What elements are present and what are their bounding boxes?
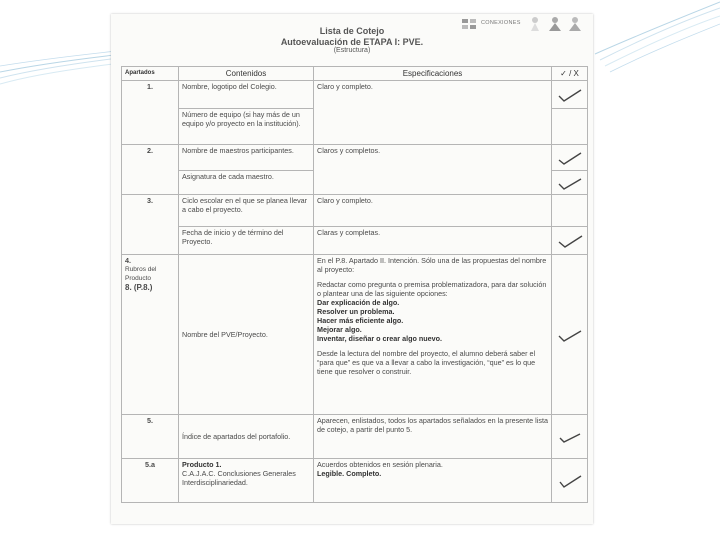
handwritten-check-icon	[556, 87, 584, 103]
row-check	[552, 145, 588, 171]
row-number-subtitle: Rubros del Producto	[125, 266, 157, 282]
document-header	[111, 14, 593, 72]
row-number-block	[122, 255, 179, 415]
row-content: Nombre, logotipo del Colegio.	[179, 81, 314, 109]
table-row	[122, 227, 588, 255]
row-spec: Claro y completo.	[314, 195, 552, 227]
row-number: 4.	[125, 256, 131, 265]
row-spec-block	[314, 255, 552, 415]
row-content: Nombre de maestros participantes.	[179, 145, 314, 171]
row-content: C.A.J.A.C. Conclusiones Generales Interdisciplinariedad.	[182, 469, 296, 487]
row-number: 5.a	[122, 459, 179, 503]
handwritten-check-icon	[556, 150, 584, 166]
row-number: 1.	[122, 81, 179, 145]
document-subtitle: Autoevaluación de ETAPA I: PVE.	[280, 37, 424, 47]
row-spec-2: Legible. Completo.	[317, 469, 382, 478]
spec-line: Redactar como pregunta o premisa problematizadora, para dar solución o plantear una de las siguiente opciones:	[317, 280, 547, 298]
table-row	[122, 459, 588, 503]
row-spec-block	[314, 459, 552, 503]
handwritten-check-icon	[556, 429, 584, 445]
checklist-document	[111, 14, 593, 524]
spec-line: En el P.8. Apartado II. Intención. Sólo una de las propuestas del nombre al proyecto:	[317, 256, 547, 274]
spec-line: Desde la lectura del nombre del proyecto, el alumno deberá saber el “para que” es que va a llevar a cabo la investigación, “que” es lo que tiene que resolver o construir.	[317, 349, 536, 376]
row-content: Ciclo escolar en el que se planea llevar a cabo el proyecto.	[179, 195, 314, 227]
header-check: ✓ / X	[552, 67, 588, 81]
row-check	[552, 81, 588, 109]
row-content-block	[179, 459, 314, 503]
row-spec: Claros y completos.	[314, 145, 552, 195]
row-number: 2.	[122, 145, 179, 195]
document-title: Lista de Cotejo	[319, 26, 385, 36]
logo-mark-icon	[461, 17, 479, 31]
spec-line: Hacer más eficiente algo.	[317, 316, 404, 325]
spec-line: Dar explicación de algo.	[317, 298, 400, 307]
row-number: 5.	[122, 415, 179, 459]
table-row	[122, 145, 588, 171]
row-spec: Acuerdos obtenidos en sesión plenaria.	[317, 460, 443, 469]
header-apartados: Apartados	[122, 67, 179, 81]
row-content: Nombre del PVE/Proyecto.	[179, 255, 314, 415]
handwritten-check-icon	[556, 233, 584, 249]
table-row	[122, 81, 588, 109]
handwritten-check-icon	[556, 327, 584, 343]
row-check	[552, 171, 588, 195]
spec-line: Mejorar algo.	[317, 325, 362, 334]
row-spec: Claro y completo.	[314, 81, 552, 145]
checklist-table	[121, 66, 588, 503]
table-row	[122, 415, 588, 459]
row-spec: Claras y completas.	[314, 227, 552, 255]
handwritten-check-icon	[556, 175, 584, 191]
header-contenidos: Contenidos	[179, 67, 314, 81]
row-check	[552, 459, 588, 503]
row-check-empty	[552, 195, 588, 227]
logo-figures-icon	[529, 16, 589, 32]
row-content-title: Producto 1.	[182, 460, 222, 469]
row-content: Asignatura de cada maestro.	[179, 171, 314, 195]
logo-text: CONEXIONES	[481, 20, 521, 26]
row-check	[552, 227, 588, 255]
row-check	[552, 255, 588, 415]
spec-line: Inventar, diseñar o crear algo nuevo.	[317, 334, 443, 343]
row-content: Fecha de inicio y de término del Proyecto.	[179, 227, 314, 255]
header-especificaciones: Especificaciones	[314, 67, 552, 81]
conexiones-logo	[461, 16, 589, 32]
row-spec: Aparecen, enlistados, todos los apartados señalados en la presente lista de cotejo, a partir del punto 5.	[314, 415, 552, 459]
document-subtitle-structure: (Estructura)	[333, 47, 371, 54]
row-number-subtitle-2: 8. (P.8.)	[125, 283, 153, 292]
table-row	[122, 195, 588, 227]
spec-line: Resolver un problema.	[317, 307, 395, 316]
row-content: Índice de apartados del portafolio.	[179, 415, 314, 459]
table-header-row	[122, 67, 588, 81]
row-content: Número de equipo (si hay más de un equipo y/o proyecto en la institución).	[179, 109, 314, 145]
table-row	[122, 255, 588, 415]
row-check	[552, 415, 588, 459]
row-number: 3.	[122, 195, 179, 255]
row-check-empty	[552, 109, 588, 145]
handwritten-check-icon	[556, 473, 584, 489]
